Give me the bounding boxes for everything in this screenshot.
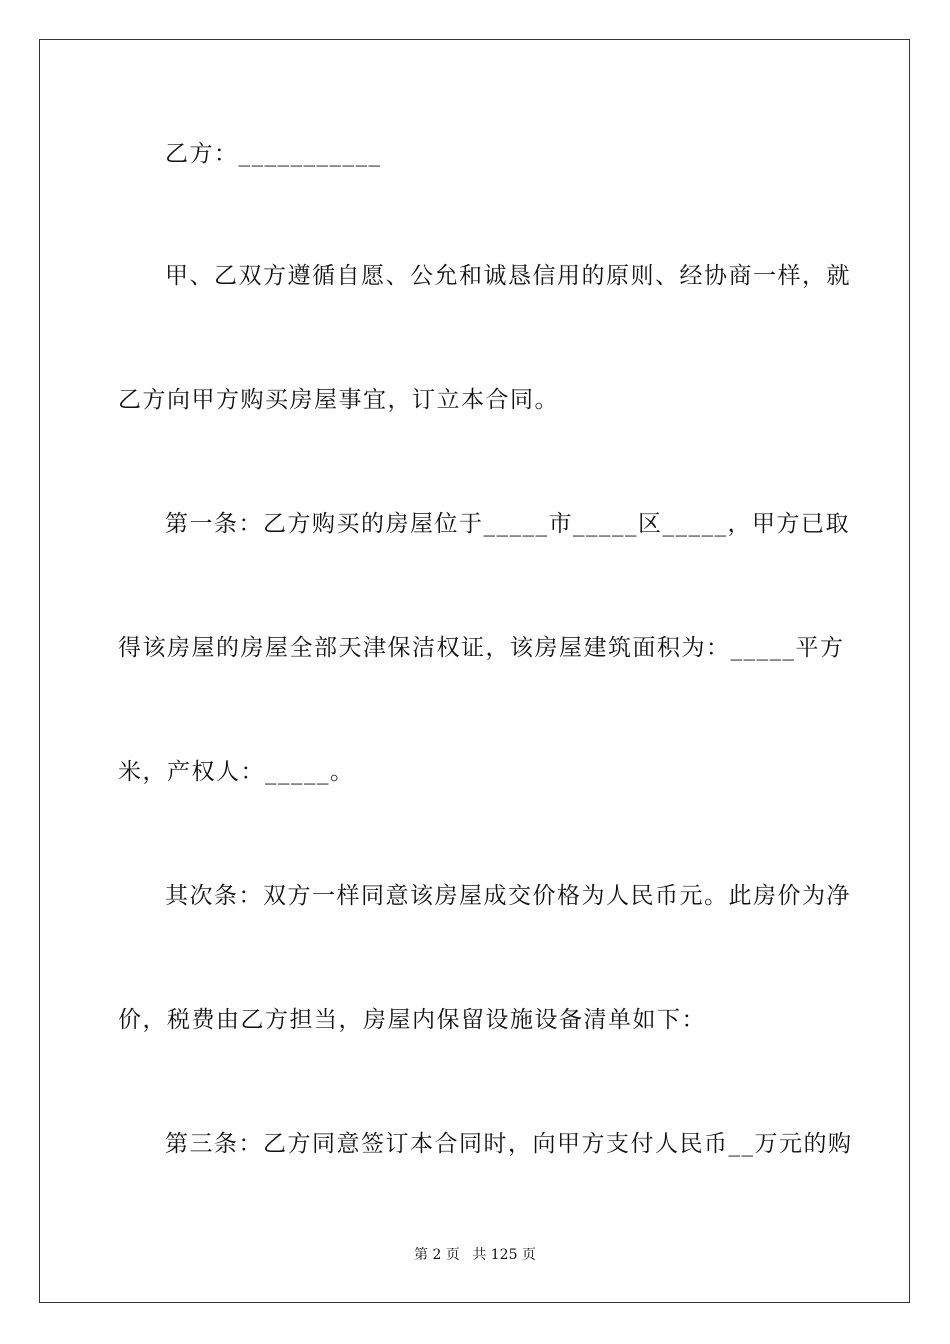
paragraph-intro-line-1: 甲、乙双方遵循自愿、公允和诚恳信用的原则、经协商一样，就	[165, 263, 851, 289]
article-2-line-1: 其次条：双方一样同意该房屋成交价格为人民币元。此房价为净	[165, 883, 851, 909]
page-footer	[0, 1246, 950, 1264]
article-2-line-2: 价，税费由乙方担当，房屋内保留设施设备清单如下：	[118, 1007, 706, 1033]
article-1-line-3: 米，产权人：_____。	[118, 759, 355, 785]
page-border	[39, 39, 910, 1303]
article-3-line-1: 第三条：乙方同意签订本合同时，向甲方支付人民币__万元的购	[165, 1131, 853, 1157]
paragraph-intro-line-2: 乙方向甲方购买房屋事宜，订立本合同。	[118, 387, 559, 413]
article-1-line-2: 得该房屋的房屋全部天津保洁权证，该房屋建筑面积为：_____平方	[118, 635, 845, 661]
article-1-line-1: 第一条：乙方购买的房屋位于_____市_____区_____，甲方已取	[165, 511, 850, 537]
page-total: 共 125 页	[472, 1247, 536, 1263]
page-number: 第 2 页	[414, 1247, 460, 1263]
party-b-line: 乙方：___________	[165, 141, 382, 167]
